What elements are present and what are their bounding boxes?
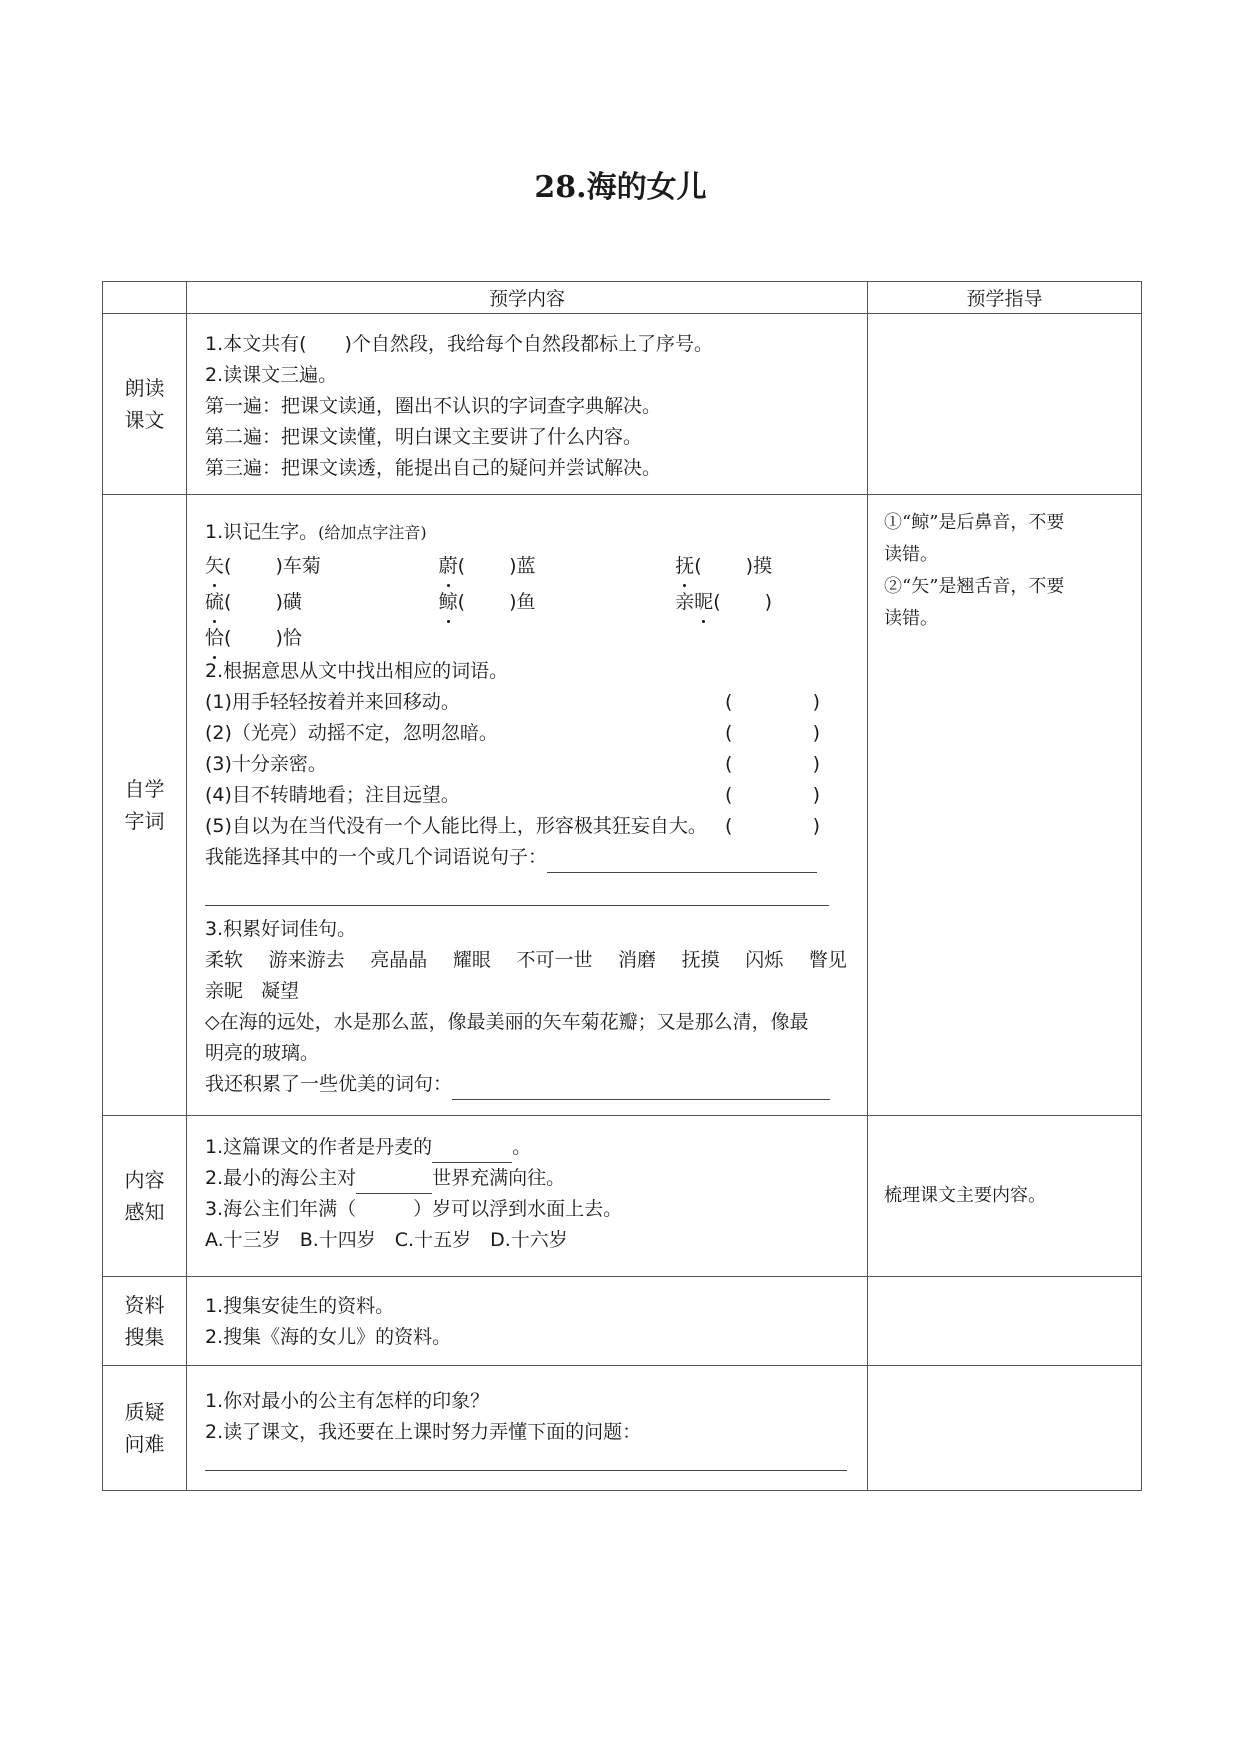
answer-blank[interactable] xyxy=(356,1173,432,1194)
answer-options: A.十三岁 B.十四岁 C.十五岁 D.十六岁 xyxy=(205,1229,568,1251)
dotted-char: 昵 xyxy=(694,584,713,620)
model-sentence: ◇在海的远处，水是那么蓝，像最美丽的矢车菊花瓣；又是那么清，像最 xyxy=(205,1011,809,1033)
word-list: 柔软 游来游去 亮晶晶 耀眼 不可一世 消磨 抚摸 闪烁 瞥见 xyxy=(205,949,847,971)
answer-blank[interactable] xyxy=(432,1142,512,1163)
meaning-row: (4)目不转睛地看；注目远望。 ( ) xyxy=(205,784,820,806)
reading-line: 2.读课文三遍。 xyxy=(205,364,338,386)
header-guide: 预学指导 xyxy=(868,282,1142,314)
questions-guide xyxy=(868,1366,1142,1491)
collect-prompt: 我还积累了一些优美的词句： xyxy=(205,1073,453,1095)
question-line: 3.海公主们年满（ ）岁可以浮到水面上去。 xyxy=(205,1198,623,1220)
dotted-char: 蔚 xyxy=(439,548,458,584)
row-questions xyxy=(103,1366,1142,1491)
reading-line: 第三遍：把课文读透，能提出自己的疑问并尝试解决。 xyxy=(205,457,662,479)
reading-line: 第一遍：把课文读通，圈出不认识的字词查字典解决。 xyxy=(205,395,662,417)
dotted-char: 抚 xyxy=(675,548,694,584)
q1-title: 1.识记生字。 xyxy=(205,521,319,543)
category-vocabulary: 自学 字词 xyxy=(103,495,187,1116)
meaning-row: (2)（光亮）动摇不定，忽明忽暗。 ( ) xyxy=(205,722,820,744)
row-content-perception xyxy=(103,1116,1142,1277)
model-sentence: 明亮的玻璃。 xyxy=(205,1042,320,1064)
reading-guide xyxy=(868,314,1142,495)
row-vocabulary xyxy=(103,495,1142,1116)
word-list: 亲昵 凝望 xyxy=(205,980,300,1002)
reading-content xyxy=(187,314,868,495)
reading-line: 1.本文共有( )个自然段，我给每个自然段都标上了序号。 xyxy=(205,333,713,355)
answer-blank[interactable] xyxy=(205,873,829,906)
questions-content: 1.你对最小的公主有怎样的印象？ 2.读了课文，我还要在上课时努力弄懂下面的问题： xyxy=(187,1366,868,1491)
char-row: 硫( )磺 鲸( )鱼 亲昵( ) xyxy=(205,584,849,620)
preview-table xyxy=(102,281,1142,1491)
research-guide xyxy=(868,1277,1142,1366)
dotted-char: 恰 xyxy=(205,620,224,656)
char-row: 矢( )车菊 蔚( )蓝 抚( )摸 xyxy=(205,548,849,584)
reading-line: 第二遍：把课文读懂，明白课文主要讲了什么内容。 xyxy=(205,426,643,448)
page-title: 28.海的女儿 xyxy=(534,170,707,205)
meaning-row: (1)用手轻轻按着并来回移动。 ( ) xyxy=(205,691,820,713)
q2-title: 2.根据意思从文中找出相应的词语。 xyxy=(205,660,509,682)
table-header-row xyxy=(103,282,1142,314)
answer-blank[interactable] xyxy=(547,852,817,873)
meaning-row: (3)十分亲密。 ( ) xyxy=(205,753,820,775)
research-content: 1.搜集安徒生的资料。 2.搜集《海的女儿》的资料。 xyxy=(187,1277,868,1366)
content-guide: 梳理课文主要内容。 xyxy=(868,1116,1142,1277)
category-research: 资料 搜集 xyxy=(103,1277,187,1366)
dotted-char: 硫 xyxy=(205,584,224,620)
row-reading xyxy=(103,314,1142,495)
vocabulary-guide: ①“鲸”是后鼻音，不要 读错。 ②“矢”是翘舌音，不要 读错。 xyxy=(868,495,1142,1116)
vocabulary-content xyxy=(187,495,868,1116)
row-research xyxy=(103,1277,1142,1366)
category-reading: 朗读 课文 xyxy=(103,314,187,495)
dotted-char: 矢 xyxy=(205,548,224,584)
content-perception: 1.这篇课文的作者是丹麦的 。 2.最小的海公主对 世界充满向往。 3.海公主们年满（ ）岁可以浮到水面上去。 A.十三岁 B.十四岁 C.十五岁 D.十六岁 xyxy=(187,1116,868,1277)
answer-blank[interactable] xyxy=(205,1448,847,1471)
category-content: 内容 感知 xyxy=(103,1116,187,1277)
dotted-char: 鲸 xyxy=(439,584,458,620)
corner-cell xyxy=(103,282,187,314)
q1-note: (给加点字注音) xyxy=(318,523,427,542)
header-content: 预学内容 xyxy=(187,282,868,314)
q3-title: 3.积累好词佳句。 xyxy=(205,918,357,940)
answer-blank[interactable] xyxy=(452,1079,830,1100)
sentence-prompt: 我能选择其中的一个或几个词语说句子： xyxy=(205,846,548,868)
category-questions: 质疑 问难 xyxy=(103,1366,187,1491)
char-row: 恰( )恰 xyxy=(205,620,849,656)
meaning-row: (5)自以为在当代没有一个人能比得上，形容极其狂妄自大。 ( ) xyxy=(205,815,820,837)
